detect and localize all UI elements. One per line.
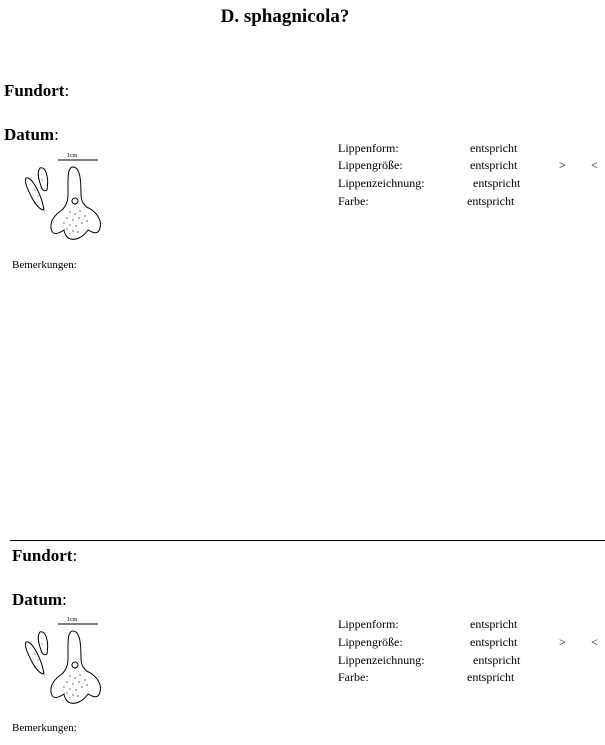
trait-value-farbe: entspricht: [467, 670, 515, 684]
trait-label-lippengroesse: Lippengröße:: [338, 635, 403, 649]
trait-value-farbe: entspricht: [467, 194, 515, 208]
fundort-label: Fundort:: [4, 81, 70, 100]
remarks-label: Bemerkungen:: [12, 259, 77, 271]
greater-than-symbol: >: [559, 158, 566, 172]
page-title: D. sphagnicola?: [220, 6, 350, 27]
trait-label-lippenzeichnung: Lippenzeichnung:: [338, 176, 425, 190]
trait-value-lippenzeichnung: entspricht: [473, 176, 521, 190]
trait-label-farbe: Farbe:: [338, 670, 369, 684]
trait-label-lippenform: Lippenform:: [338, 141, 399, 155]
trait-label-lippenzeichnung: Lippenzeichnung:: [338, 653, 425, 667]
section-divider: [10, 540, 605, 541]
scale-label: 1cm: [67, 153, 78, 159]
scale-label: 1cm: [67, 617, 78, 623]
orchid-lip-drawing: [20, 614, 110, 709]
trait-label-lippengroesse: Lippengröße:: [338, 158, 403, 172]
less-than-symbol: <: [591, 635, 598, 649]
trait-label-lippenform: Lippenform:: [338, 617, 399, 631]
trait-value-lippenform: entspricht: [470, 617, 518, 631]
trait-value-lippengroesse: entspricht: [470, 158, 518, 172]
datum-label: Datum:: [4, 125, 59, 144]
trait-value-lippenzeichnung: entspricht: [473, 653, 521, 667]
fundort-label: Fundort:: [12, 546, 78, 565]
greater-than-symbol: >: [559, 635, 566, 649]
trait-value-lippengroesse: entspricht: [470, 635, 518, 649]
orchid-lip-drawing: [20, 150, 110, 245]
trait-label-farbe: Farbe:: [338, 194, 369, 208]
trait-value-lippenform: entspricht: [470, 141, 518, 155]
less-than-symbol: <: [591, 158, 598, 172]
remarks-label: Bemerkungen:: [12, 722, 77, 734]
datum-label: Datum:: [12, 590, 67, 609]
